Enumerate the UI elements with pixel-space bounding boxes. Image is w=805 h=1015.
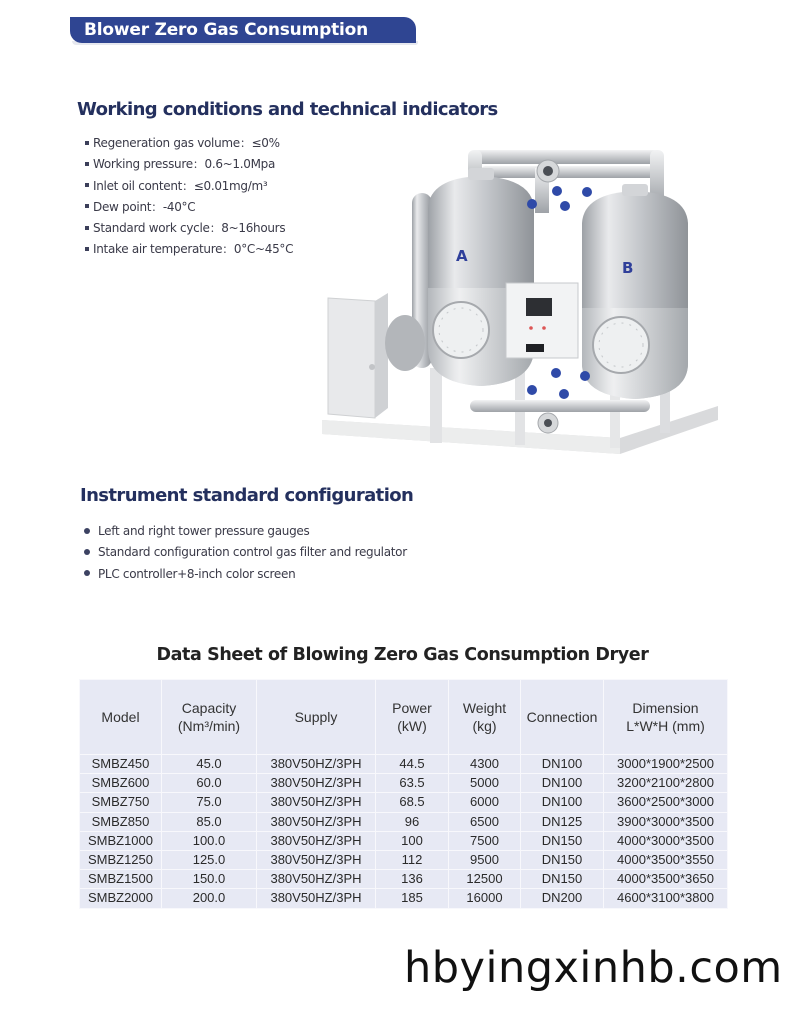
square-bullet-icon — [85, 247, 89, 251]
tower-b — [582, 184, 688, 399]
working-conditions-list — [85, 133, 293, 261]
column-header-supply: Supply — [257, 680, 376, 755]
cell-weight: 9500 — [449, 850, 521, 869]
cell-supply: 380V50HZ/3PH — [257, 793, 376, 812]
cell-supply: 380V50HZ/3PH — [257, 831, 376, 850]
cell-connection: DN150 — [521, 850, 604, 869]
cell-connection: DN200 — [521, 889, 604, 908]
square-bullet-icon — [85, 141, 89, 145]
cell-dimension: 3200*2100*2800 — [604, 774, 728, 793]
cell-power: 100 — [376, 831, 449, 850]
cell-supply: 380V50HZ/3PH — [257, 850, 376, 869]
table-row — [80, 850, 728, 869]
cell-power: 136 — [376, 870, 449, 889]
cell-model: SMBZ450 — [80, 755, 162, 774]
list-item: Left and right tower pressure gauges — [84, 521, 407, 542]
dryer-product-image — [320, 138, 720, 478]
cell-supply: 380V50HZ/3PH — [257, 755, 376, 774]
cell-model: SMBZ1500 — [80, 870, 162, 889]
cell-model: SMBZ2000 — [80, 889, 162, 908]
column-header-power: Power (kW) — [376, 680, 449, 755]
column-header-dimension: Dimension L*W*H (mm) — [604, 680, 728, 755]
cell-capacity: 100.0 — [162, 831, 257, 850]
cell-weight: 4300 — [449, 755, 521, 774]
cell-connection: DN150 — [521, 870, 604, 889]
list-item: Inlet oil content：≤0.01mg/m³ — [85, 176, 293, 197]
cell-supply: 380V50HZ/3PH — [257, 889, 376, 908]
cell-model: SMBZ600 — [80, 774, 162, 793]
cell-model: SMBZ1250 — [80, 850, 162, 869]
cell-power: 112 — [376, 850, 449, 869]
square-bullet-icon — [85, 162, 89, 166]
table-row — [80, 870, 728, 889]
cell-weight: 6000 — [449, 793, 521, 812]
list-item: Dew point：-40°C — [85, 197, 293, 218]
cell-dimension: 4600*3100*3800 — [604, 889, 728, 908]
watermark-text: hbyingxinhb.com — [404, 943, 783, 993]
cell-capacity: 60.0 — [162, 774, 257, 793]
square-bullet-icon — [85, 183, 89, 187]
cell-weight: 16000 — [449, 889, 521, 908]
control-cabinet — [506, 283, 578, 358]
cell-model: SMBZ850 — [80, 812, 162, 831]
cell-dimension: 3900*3000*3500 — [604, 812, 728, 831]
cell-connection: DN100 — [521, 755, 604, 774]
cell-capacity: 85.0 — [162, 812, 257, 831]
cell-model: SMBZ1000 — [80, 831, 162, 850]
cell-capacity: 150.0 — [162, 870, 257, 889]
tower-b-label: B — [622, 259, 634, 277]
cell-power: 44.5 — [376, 755, 449, 774]
plc-screen — [526, 298, 552, 316]
table-row — [80, 774, 728, 793]
working-conditions-heading: Working conditions and technical indicators — [77, 99, 498, 120]
cell-capacity: 75.0 — [162, 793, 257, 812]
cell-supply: 380V50HZ/3PH — [257, 774, 376, 793]
cell-connection: DN125 — [521, 812, 604, 831]
list-item: PLC controller+8-inch color screen — [84, 564, 407, 585]
table-row — [80, 812, 728, 831]
instrument-config-list — [84, 521, 407, 585]
cell-power: 68.5 — [376, 793, 449, 812]
cell-capacity: 45.0 — [162, 755, 257, 774]
cell-power: 185 — [376, 889, 449, 908]
cell-capacity: 200.0 — [162, 889, 257, 908]
cell-dimension: 4000*3000*3500 — [604, 831, 728, 850]
cell-model: SMBZ750 — [80, 793, 162, 812]
square-bullet-icon — [85, 204, 89, 208]
cell-dimension: 3000*1900*2500 — [604, 755, 728, 774]
cell-connection: DN100 — [521, 793, 604, 812]
cell-supply: 380V50HZ/3PH — [257, 870, 376, 889]
column-header-capacity: Capacity (Nm³/min) — [162, 680, 257, 755]
data-sheet-table — [79, 679, 728, 909]
cell-weight: 12500 — [449, 870, 521, 889]
list-item: Working pressure：0.6~1.0Mpa — [85, 154, 293, 175]
dot-bullet-icon — [84, 570, 90, 576]
tower-a-label: A — [456, 247, 468, 265]
table-row — [80, 831, 728, 850]
list-item: Standard configuration control gas filter and regulator — [84, 542, 407, 563]
cell-capacity: 125.0 — [162, 850, 257, 869]
data-sheet-title: Data Sheet of Blowing Zero Gas Consumption Dryer — [156, 645, 649, 665]
instrument-config-heading: Instrument standard configuration — [80, 485, 414, 506]
cell-power: 63.5 — [376, 774, 449, 793]
cell-weight: 7500 — [449, 831, 521, 850]
cell-connection: DN150 — [521, 831, 604, 850]
cell-dimension: 4000*3500*3550 — [604, 850, 728, 869]
table-header-row — [80, 680, 728, 755]
side-panel — [328, 293, 388, 418]
blower-motor — [385, 315, 425, 371]
table-row — [80, 793, 728, 812]
cell-weight: 5000 — [449, 774, 521, 793]
cell-power: 96 — [376, 812, 449, 831]
list-item: Standard work cycle：8~16hours — [85, 218, 293, 239]
cell-supply: 380V50HZ/3PH — [257, 812, 376, 831]
cell-dimension: 3600*2500*3000 — [604, 793, 728, 812]
dot-bullet-icon — [84, 549, 90, 555]
cell-dimension: 4000*3500*3650 — [604, 870, 728, 889]
table-row — [80, 755, 728, 774]
square-bullet-icon — [85, 226, 89, 230]
column-header-connection: Connection — [521, 680, 604, 755]
cell-connection: DN100 — [521, 774, 604, 793]
table-body — [80, 755, 728, 909]
list-item: Regeneration gas volume：≤0% — [85, 133, 293, 154]
column-header-weight: Weight (kg) — [449, 680, 521, 755]
table-row — [80, 889, 728, 908]
dot-bullet-icon — [84, 528, 90, 534]
page-banner-title: Blower Zero Gas Consumption Dryer — [70, 17, 416, 43]
column-header-model: Model — [80, 680, 162, 755]
list-item: Intake air temperature：0°C~45°C — [85, 239, 293, 260]
lower-pipework — [470, 400, 650, 412]
cell-weight: 6500 — [449, 812, 521, 831]
